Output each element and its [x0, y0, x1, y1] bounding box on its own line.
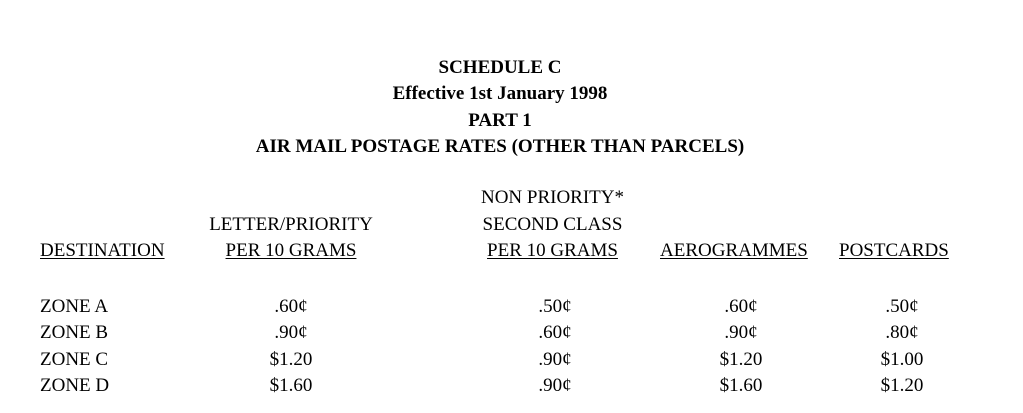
row-nonpriority-rate: .90¢	[538, 375, 572, 396]
header-destination: DESTINATION	[40, 240, 165, 261]
header-letter-per-10-grams: PER 10 GRAMS	[225, 240, 357, 261]
row-nonpriority-rate: .60¢	[538, 322, 572, 343]
row-letter-rate: .90¢	[274, 322, 308, 343]
row-destination: ZONE A	[40, 296, 109, 317]
row-destination: ZONE B	[40, 322, 109, 343]
row-aerogramme-rate: $1.60	[719, 375, 763, 396]
header-second-class: SECOND CLASS	[482, 214, 623, 235]
row-postcard-rate: $1.00	[880, 349, 924, 370]
header-nonpriority-per-10-grams: PER 10 GRAMS	[487, 240, 618, 261]
header-letter-priority: LETTER/PRIORITY	[209, 214, 373, 235]
header-non-priority: NON PRIORITY*	[480, 187, 625, 208]
table-title: AIR MAIL POSTAGE RATES (OTHER THAN PARCELS)	[255, 136, 745, 157]
effective-date: Effective 1st January 1998	[392, 83, 608, 104]
row-nonpriority-rate: .50¢	[538, 296, 572, 317]
row-aerogramme-rate: .90¢	[724, 322, 758, 343]
row-postcard-rate: .50¢	[885, 296, 919, 317]
row-postcard-rate: $1.20	[880, 375, 924, 396]
schedule-title: SCHEDULE C	[438, 57, 562, 78]
header-aerogrammes: AEROGRAMMES	[660, 240, 808, 261]
part-label: PART 1	[468, 110, 532, 131]
row-destination: ZONE D	[40, 375, 110, 396]
header-postcards: POSTCARDS	[839, 240, 949, 261]
row-aerogramme-rate: $1.20	[719, 349, 763, 370]
row-letter-rate: $1.60	[269, 375, 313, 396]
row-letter-rate: .60¢	[274, 296, 308, 317]
row-postcard-rate: .80¢	[885, 322, 919, 343]
row-letter-rate: $1.20	[269, 349, 313, 370]
row-nonpriority-rate: .90¢	[538, 349, 572, 370]
row-aerogramme-rate: .60¢	[724, 296, 758, 317]
row-destination: ZONE C	[40, 349, 109, 370]
